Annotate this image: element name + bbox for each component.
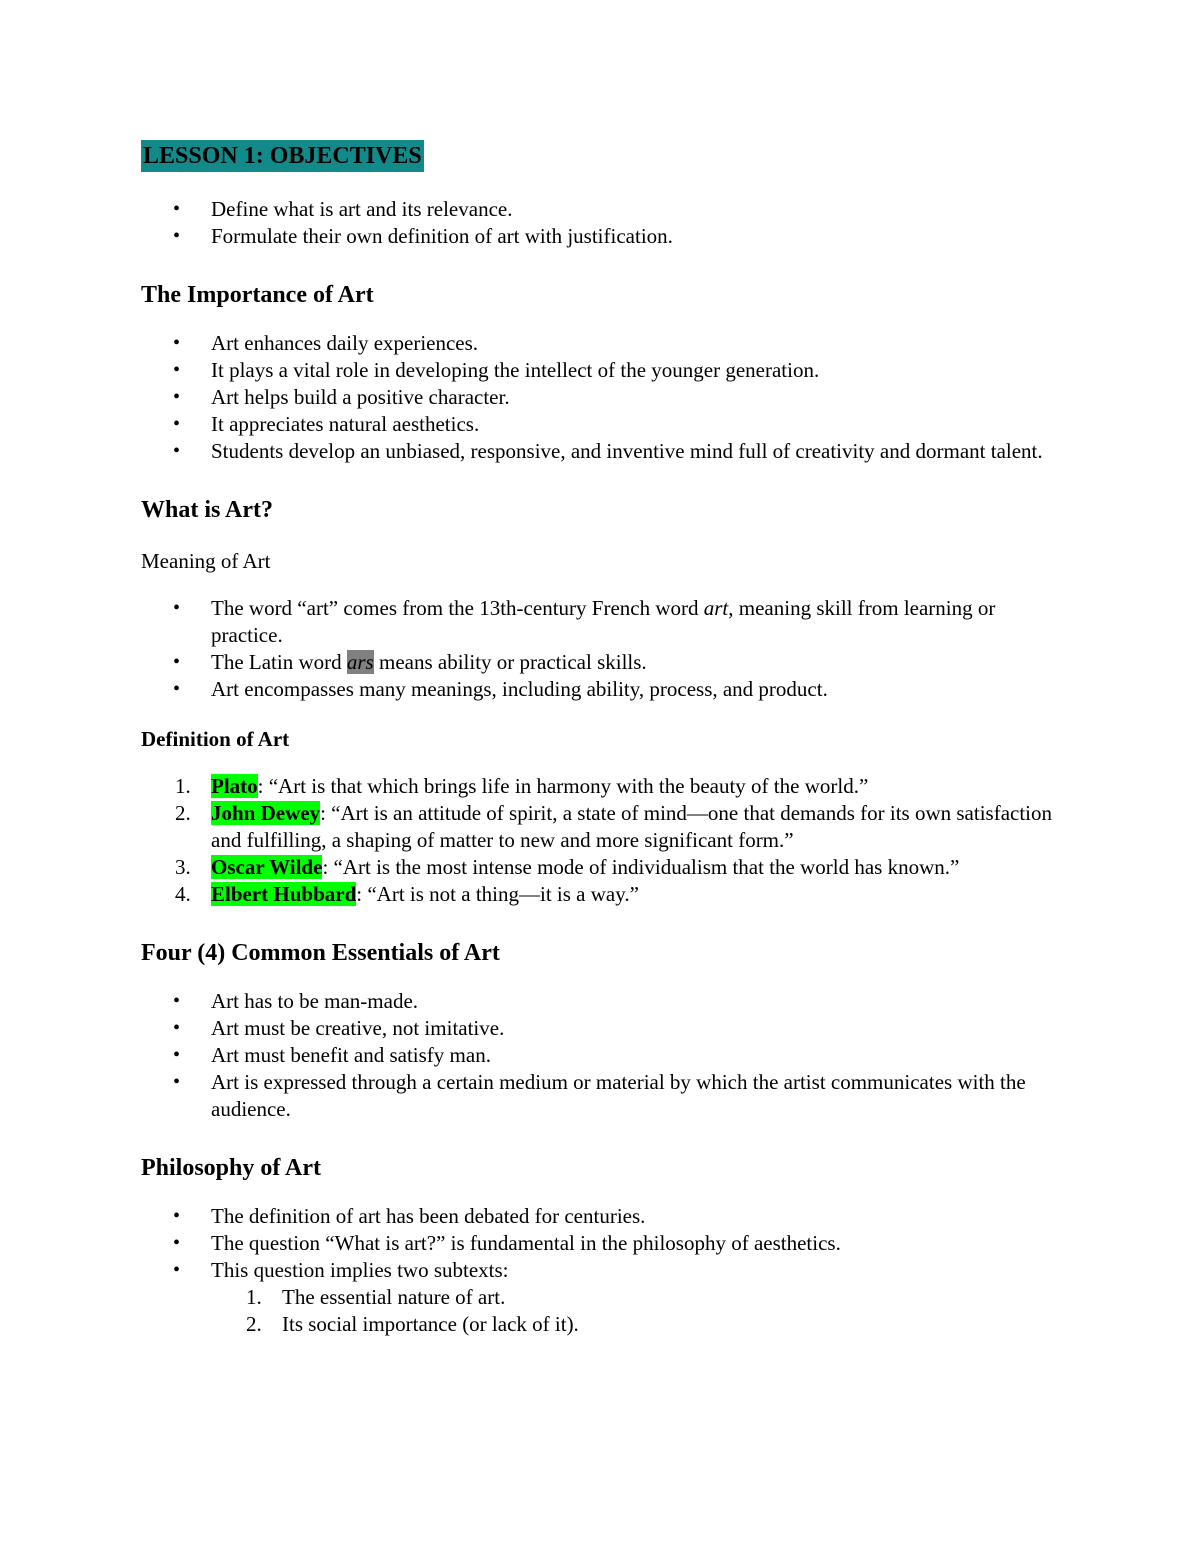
list-item: • Art encompasses many meanings, including ability, process, and product. — [141, 676, 1061, 703]
author-name: John Dewey — [211, 801, 321, 825]
list-item: • Art has to be man-made. — [141, 988, 1061, 1015]
importance-heading: The Importance of Art — [141, 282, 374, 308]
list-item: • Art must be creative, not imitative. — [141, 1015, 1061, 1042]
list-item: • Students develop an unbiased, responsive, and inventive mind full of creativity and dormant talent. — [141, 438, 1061, 465]
essentials-heading: Four (4) Common Essentials of Art — [141, 940, 500, 966]
list-item: • The question “What is art?” is fundamental in the philosophy of aesthetics. — [141, 1230, 1061, 1257]
quote-text: : “Art is that which brings life in harmony with the beauty of the world.” — [257, 774, 869, 798]
subtext: The essential nature of art. — [282, 1285, 506, 1309]
author-name: Plato — [211, 774, 258, 798]
list-item: • It appreciates natural aesthetics. — [141, 411, 1061, 438]
list-item — [141, 773, 1061, 800]
list-item: • Define what is art and its relevance. — [141, 196, 1061, 223]
meaning-text: , meaning skill from learning or practice. — [211, 596, 996, 647]
list-number: 2. — [246, 1312, 262, 1336]
quote-text: : “Art is the most intense mode of individualism that the world has known.” — [322, 855, 960, 879]
definition-heading: Definition of Art — [141, 727, 290, 751]
highlighted-word: ars — [346, 650, 374, 674]
meaning-text: means ability or practical skills. — [373, 650, 647, 674]
subtexts-list — [141, 1284, 1061, 1338]
meaning-heading: Meaning of Art — [141, 549, 271, 573]
objectives-list — [141, 196, 1061, 250]
document-body — [141, 140, 1061, 1338]
subtext: Its social importance (or lack of it). — [282, 1312, 579, 1336]
list-item: • Art must benefit and satisfy man. — [141, 1042, 1061, 1069]
list-item: • Art is expressed through a certain medium or material by which the artist communicates with the audience. — [141, 1069, 1061, 1123]
list-item — [141, 881, 1061, 908]
author-name: Oscar Wilde — [211, 855, 323, 879]
list-number: 2. — [175, 801, 191, 825]
meaning-text: The word “art” comes from the 13th-century French word — [211, 596, 704, 620]
list-item — [141, 595, 1061, 649]
author-name: Elbert Hubbard — [211, 882, 357, 906]
essentials-list — [141, 988, 1061, 1123]
list-number: 1. — [175, 774, 191, 798]
philosophy-list — [141, 1203, 1061, 1284]
meaning-list — [141, 595, 1061, 703]
lesson-title: LESSON 1: OBJECTIVES — [141, 140, 424, 172]
list-number: 1. — [246, 1285, 262, 1309]
meaning-text: The Latin word — [211, 650, 347, 674]
what-is-art-heading: What is Art? — [141, 497, 273, 523]
list-item: • This question implies two subtexts: — [141, 1257, 1061, 1284]
quote-text: : “Art is an attitude of spirit, a state of mind—one that demands for its own satisfaction and fulfilling, a shaping of matter to new and more significant form.” — [211, 801, 1053, 852]
list-item — [141, 800, 1061, 854]
list-item: • It plays a vital role in developing the intellect of the younger generation. — [141, 357, 1061, 384]
list-item: • The definition of art has been debated for centuries. — [141, 1203, 1061, 1230]
philosophy-heading: Philosophy of Art — [141, 1155, 322, 1181]
list-item — [141, 1284, 1061, 1311]
list-item: • Art enhances daily experiences. — [141, 330, 1061, 357]
list-item: • Art helps build a positive character. — [141, 384, 1061, 411]
meaning-emphasis: art — [703, 596, 729, 620]
list-item — [141, 649, 1061, 676]
importance-list — [141, 330, 1061, 465]
list-item — [141, 854, 1061, 881]
list-number: 4. — [175, 882, 191, 906]
list-number: 3. — [175, 855, 191, 879]
definition-list — [141, 773, 1061, 908]
quote-text: : “Art is not a thing—it is a way.” — [356, 882, 639, 906]
list-item: • Formulate their own definition of art with justification. — [141, 223, 1061, 250]
list-item — [141, 1311, 1061, 1338]
